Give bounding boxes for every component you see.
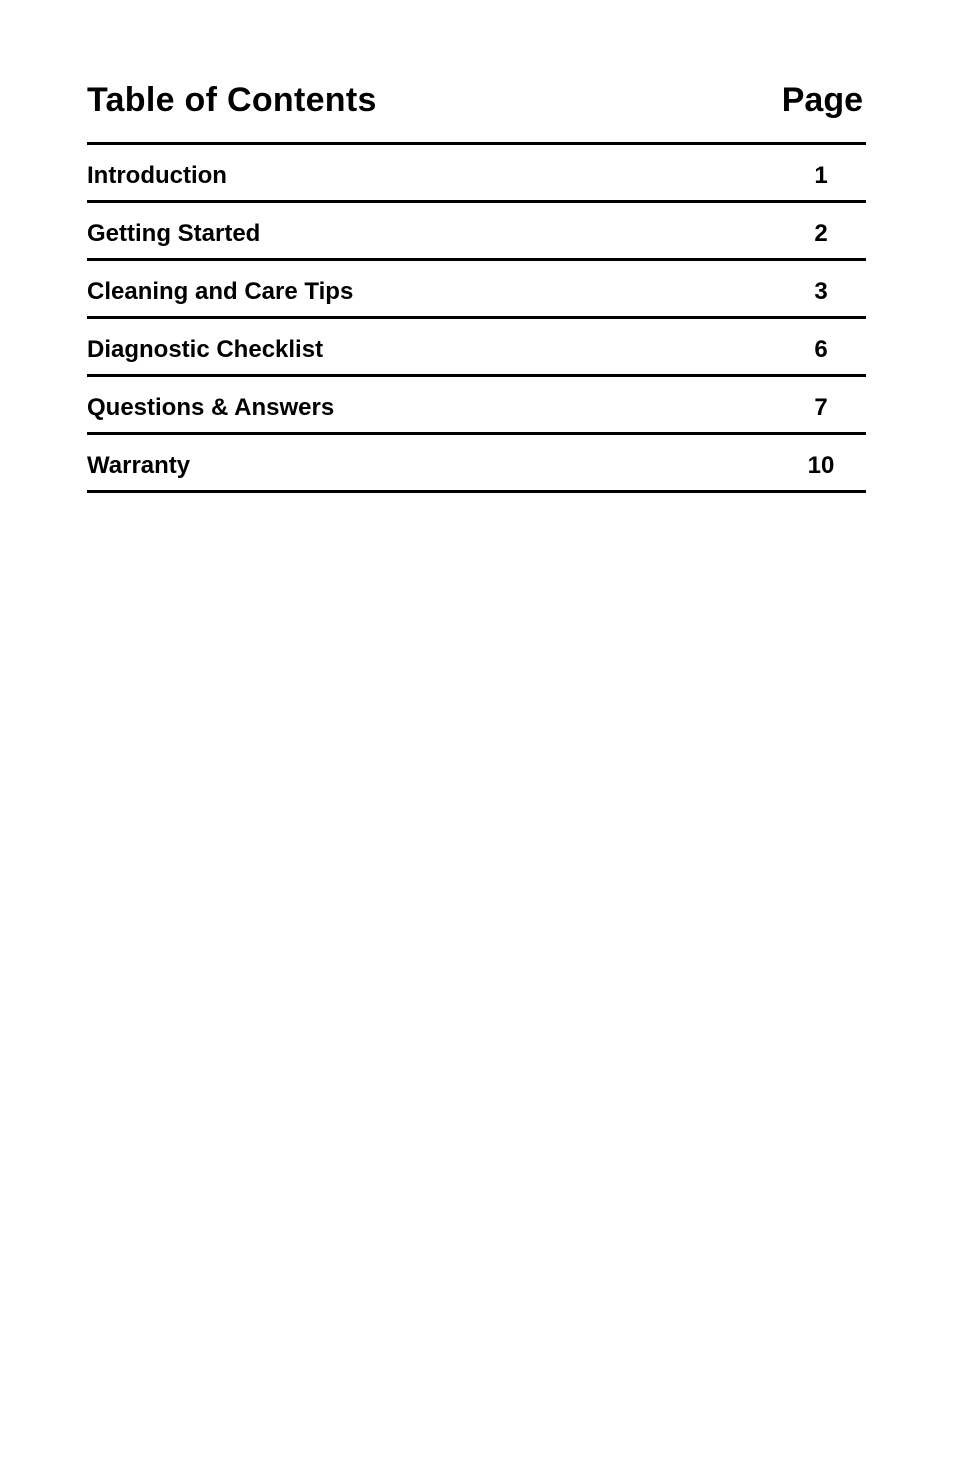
- page-title: Table of Contents: [87, 81, 377, 119]
- toc-entry-diagnostic-checklist[interactable]: [87, 319, 866, 377]
- toc-entry-label: Warranty: [87, 452, 191, 479]
- toc-entry-page-number: 1: [814, 162, 828, 189]
- toc-entry-page-number: 2: [814, 220, 828, 247]
- toc-entry-page-number: 7: [814, 394, 828, 421]
- toc-entry-label: Cleaning and Care Tips: [87, 278, 354, 305]
- toc-entry-introduction[interactable]: [87, 145, 866, 203]
- toc-entry-page-number: 6: [814, 336, 828, 363]
- toc-entry-warranty[interactable]: [87, 435, 866, 493]
- toc-entry-page-number: 3: [814, 278, 828, 305]
- toc-entry-cleaning-and-care-tips[interactable]: [87, 261, 866, 319]
- toc-entry-label: Introduction: [87, 162, 227, 189]
- toc-header: [87, 78, 866, 145]
- toc-entry-getting-started[interactable]: [87, 203, 866, 261]
- toc-entry-page-number: 10: [807, 452, 835, 479]
- toc-entry-questions-and-answers[interactable]: [87, 377, 866, 435]
- toc-entry-label: Getting Started: [87, 220, 261, 247]
- toc-entry-label: Questions & Answers: [87, 394, 335, 421]
- table-of-contents: [87, 78, 866, 493]
- toc-entry-label: Diagnostic Checklist: [87, 336, 324, 363]
- page-column-heading: Page: [781, 81, 863, 119]
